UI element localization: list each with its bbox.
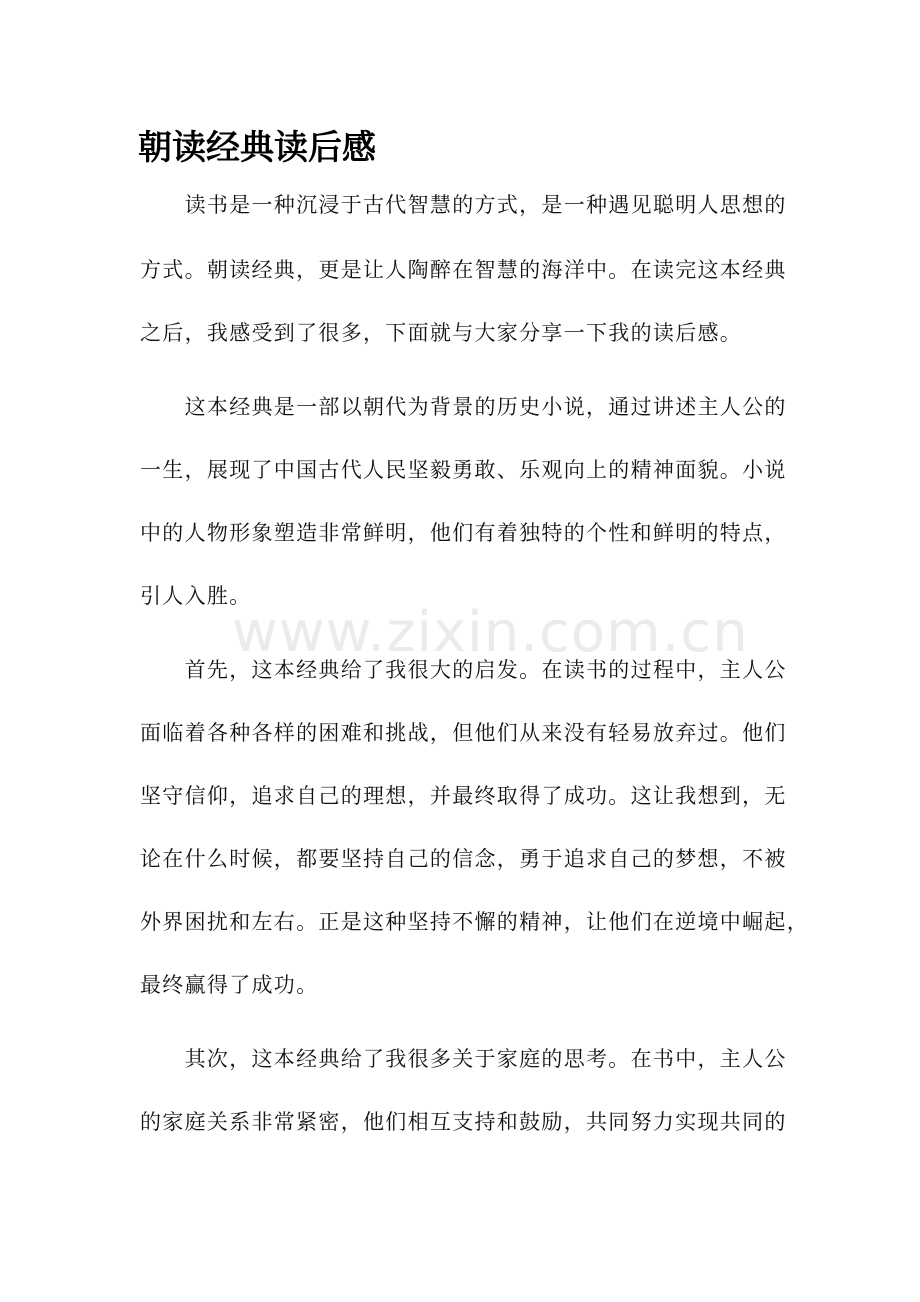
paragraph-line: 首先，这本经典给了我很大的启发。在读书的过程中，主人公 xyxy=(140,658,787,682)
paragraph-line: 面临着各种各样的困难和挑战，但他们从来没有轻易放弃过。他们 xyxy=(140,721,787,745)
paragraph-line: 中的人物形象塑造非常鲜明，他们有着独特的个性和鲜明的特点， xyxy=(140,521,787,545)
paragraph-line: 一生，展现了中国古代人民坚毅勇敢、乐观向上的精神面貌。小说 xyxy=(140,458,787,482)
paragraph-line: 引人入胜。 xyxy=(140,584,252,608)
document-title: 朝读经典读后感 xyxy=(138,128,376,168)
paragraph-line: 最终赢得了成功。 xyxy=(140,973,319,997)
paragraph-line: 外界困扰和左右。正是这种坚持不懈的精神，让他们在逆境中崛起， xyxy=(140,910,809,934)
paragraph-line: 读书是一种沉浸于古代智慧的方式，是一种遇见聪明人思想的 xyxy=(140,193,787,217)
paragraph-line: 这本经典是一部以朝代为背景的历史小说，通过讲述主人公的 xyxy=(140,395,787,419)
paragraph-line: 之后，我感受到了很多，下面就与大家分享一下我的读后感。 xyxy=(140,321,743,345)
paragraph-line: 其次，这本经典给了我很多关于家庭的思考。在书中，主人公 xyxy=(140,1047,787,1071)
paragraph-line: 坚守信仰，追求自己的理想，并最终取得了成功。这让我想到，无 xyxy=(140,784,787,808)
paragraph-line: 的家庭关系非常紧密，他们相互支持和鼓励，共同努力实现共同的 xyxy=(140,1110,787,1134)
watermark: www.zixin.com.cn xyxy=(232,600,749,665)
paragraph-line: 方式。朝读经典，更是让人陶醉在智慧的海洋中。在读完这本经典 xyxy=(140,258,787,282)
paragraph-line: 论在什么时候，都要坚持自己的信念，勇于追求自己的梦想，不被 xyxy=(140,847,787,871)
